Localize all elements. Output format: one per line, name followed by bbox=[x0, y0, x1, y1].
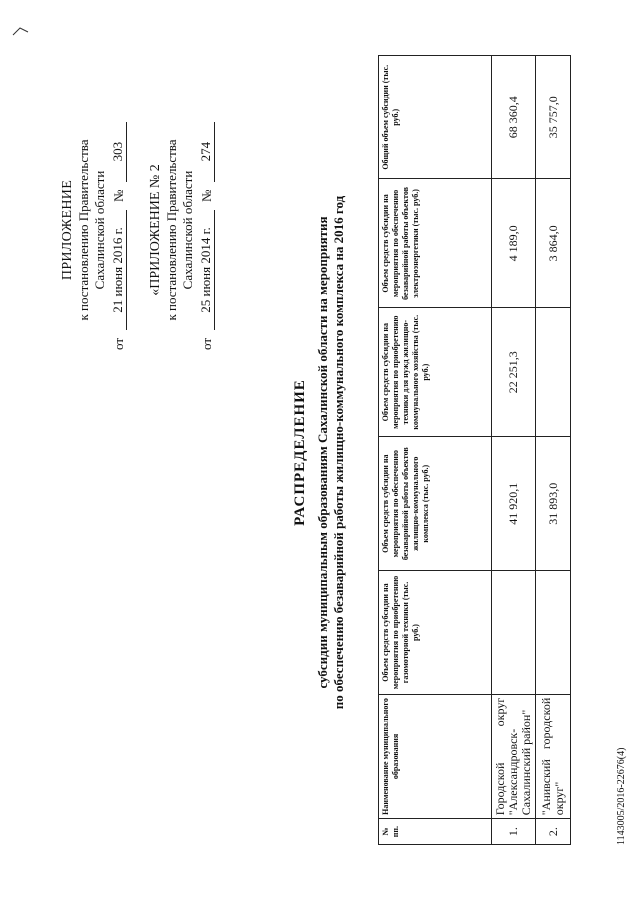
title-main: РАСПРЕДЕЛЕНИЕ bbox=[292, 379, 308, 526]
appendix-line-region: Сахалинской области bbox=[92, 170, 107, 290]
row-gas-vehicles bbox=[492, 571, 536, 694]
header-gas-vehicles: Объем средств субсидии на мероприятия по приобретению газомоторной техники (тыс. руб.) bbox=[379, 571, 492, 694]
document-code: 1143005/2016-22676(4) bbox=[616, 747, 627, 845]
table-row bbox=[536, 56, 571, 845]
appendix-line-decree: к постановлению Правительства bbox=[76, 139, 91, 321]
appendix-original-line-decree: к постановлению Правительства bbox=[164, 139, 179, 321]
header-zhkk-equipment: Объем средств субсидии на мероприятия по приобретению техники для нужд жилищно-коммунального хозяйства (тыс. руб.) bbox=[379, 308, 492, 437]
table-header-row bbox=[379, 56, 492, 845]
row-zhkk-equipment bbox=[536, 308, 571, 437]
row-num: 2. bbox=[536, 819, 571, 845]
row-gas-vehicles bbox=[536, 571, 571, 694]
row-zhkk-objects: 31 893,0 bbox=[536, 437, 571, 571]
title-subtitle-2: по обеспечению безаварийной работы жилищно-коммунального комплекса на 2016 год bbox=[331, 195, 346, 710]
document-title bbox=[292, 0, 347, 905]
row-num: 1. bbox=[492, 819, 536, 845]
decree-date: 21 июня 2016 г. bbox=[110, 210, 127, 330]
header-num: № пп. bbox=[379, 819, 492, 845]
table-row bbox=[492, 56, 536, 845]
appendix-original-date-line bbox=[198, 110, 215, 350]
row-total: 68 360,4 bbox=[492, 56, 536, 180]
from-label: от bbox=[199, 337, 214, 350]
header-total: Общий объем субсидии (тыс. руб.) bbox=[379, 56, 492, 180]
original-decree-number: 274 bbox=[198, 122, 215, 182]
row-total: 35 757,0 bbox=[536, 56, 571, 180]
row-zhkk-objects: 41 920,1 bbox=[492, 437, 536, 571]
appendix-date-line bbox=[110, 110, 127, 350]
appendix-original bbox=[148, 110, 215, 350]
from-label: от bbox=[111, 337, 126, 350]
appendix-original-line-region: Сахалинской области bbox=[180, 170, 195, 290]
header-energy-objects: Объем средств субсидии на мероприятия по обеспечению безаварийной работы объектов электроэнергетики (тыс. руб.) bbox=[379, 179, 492, 308]
row-municipality: "Анивский городской округ" bbox=[536, 694, 571, 819]
appendix-current bbox=[60, 110, 127, 350]
title-subtitle-1: субсидии муниципальным образованиям Сахалинской области на мероприятия bbox=[315, 216, 330, 689]
row-zhkk-equipment: 22 251,3 bbox=[492, 308, 536, 437]
row-municipality: Городской округ "Александровск-Сахалинский район" bbox=[492, 694, 536, 819]
number-label: № bbox=[111, 189, 126, 202]
header-zhkk-objects: Объем средств субсидии на мероприятия по обеспечению безаварийной работы объектов жилищно-коммунального комплекса (тыс. руб.) bbox=[379, 437, 492, 571]
decree-number: 303 bbox=[110, 122, 127, 182]
subsidy-table bbox=[378, 55, 571, 845]
appendix-heading: ПРИЛОЖЕНИЕ bbox=[60, 179, 75, 281]
original-decree-date: 25 июня 2014 г. bbox=[198, 210, 215, 330]
number-label: № bbox=[199, 189, 214, 202]
appendix-original-heading: «ПРИЛОЖЕНИЕ № 2 bbox=[148, 164, 163, 296]
header-municipality: Наименование муниципального образования bbox=[379, 694, 492, 819]
row-energy-objects: 3 864,0 bbox=[536, 179, 571, 308]
row-energy-objects: 4 189,0 bbox=[492, 179, 536, 308]
